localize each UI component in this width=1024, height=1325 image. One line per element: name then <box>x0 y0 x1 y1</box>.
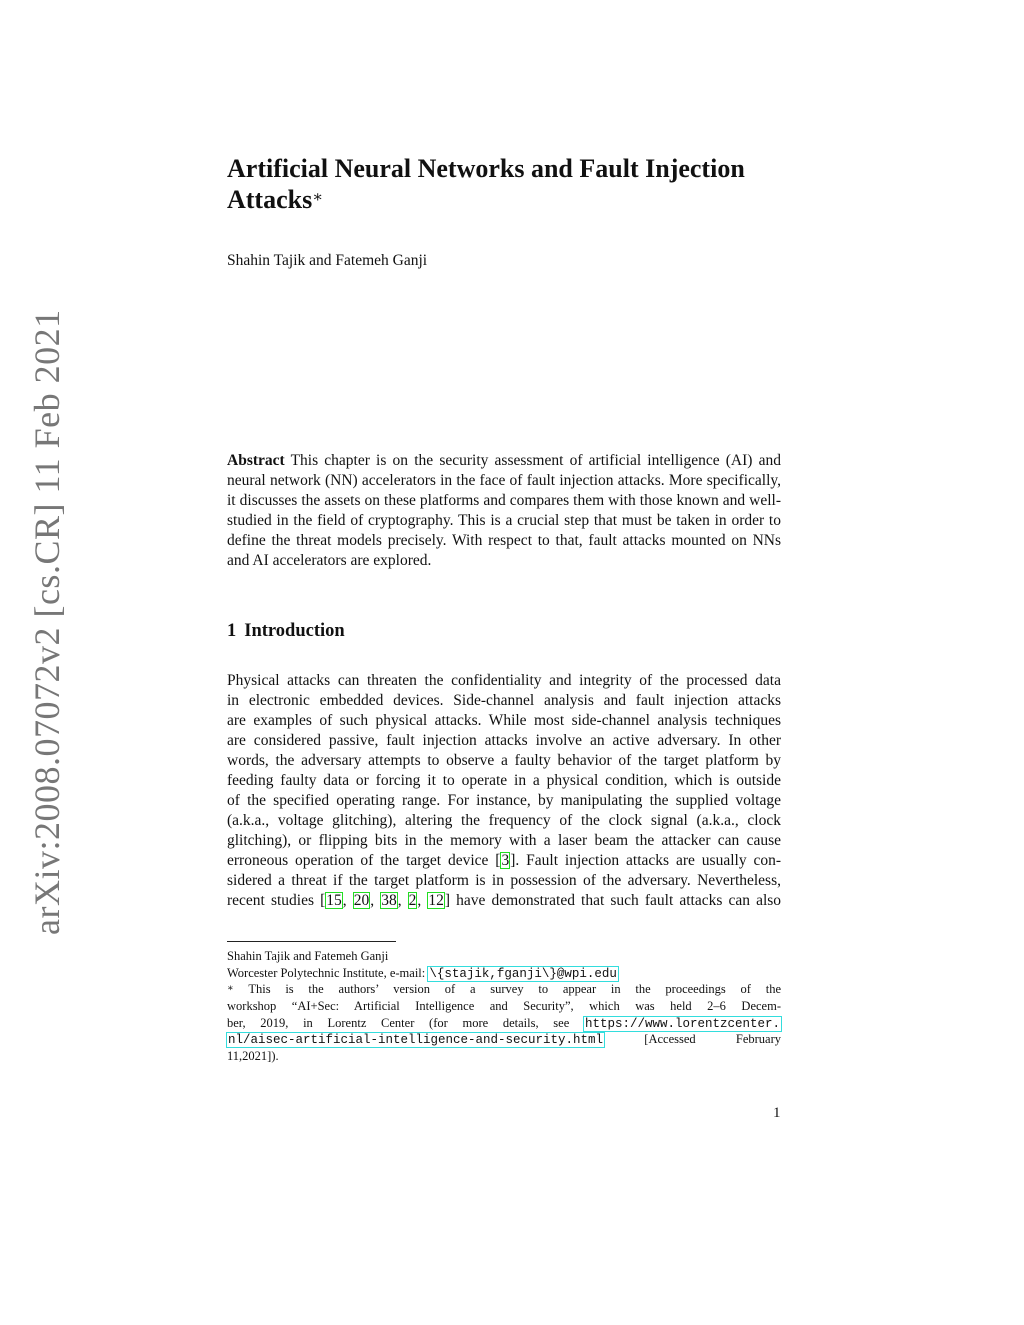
intro-line: words, the adversary attempts to observe a faulty behavior of the target platform by <box>227 752 781 769</box>
title-footnote-mark: ∗ <box>312 189 324 206</box>
intro-text: ] have demonstrated that such fault attacks can also <box>444 892 782 909</box>
abstract <box>227 451 781 571</box>
abstract-text: This chapter is on the security assessment of artificial intelligence (AI) and neural network (NN) accelerators in the face of fault injection attacks. More specifically, it discusses the assets on these platforms and compares them with those known and well-studied in the field of cryptography. This is a crucial step that must be taken in order to define the threat models precisely. With respect to that, fault attacks mounted on NNs and AI accelerators are explored. <box>227 452 781 569</box>
intro-line: in electronic embedded devices. Side-channel analysis and fault injection attacks <box>227 692 781 709</box>
introduction-paragraph <box>227 671 781 911</box>
footnotes <box>227 948 781 1065</box>
paper-title <box>227 153 807 215</box>
footnote-note-line <box>227 981 781 998</box>
footnote-note-line: 11,2021]). <box>227 1049 279 1064</box>
citation-link-15[interactable]: 15 <box>326 892 342 909</box>
intro-text: ]. Fault injection attacks are usually con- <box>510 852 782 869</box>
section-number: 1 <box>227 621 237 641</box>
intro-text: erroneous operation of the target device [ <box>227 852 501 869</box>
intro-line: feeding faulty data or forcing it to operate in a physical condition, which is outside <box>227 772 781 789</box>
note-text: [Accessed February <box>604 1032 781 1047</box>
section-title: Introduction <box>244 621 345 641</box>
footnote-divider <box>227 941 396 942</box>
footnote-note-line <box>227 1031 781 1048</box>
intro-line <box>227 851 781 871</box>
lorentz-url-link-part-2[interactable]: nl/aisec-artificial-intelligence-and-security.html <box>228 1033 604 1048</box>
note-text: This is the authors’ version of a survey to appear in the proceedings of the <box>248 982 781 997</box>
intro-line: are considered passive, fault injection attacks involve an active adversary. In other <box>227 732 781 749</box>
intro-line: sidered a threat if the target platform is in possession of the adversary. Nevertheless, <box>227 872 781 889</box>
intro-line: Physical attacks can threaten the confidentiality and integrity of the processed data <box>227 672 781 689</box>
arxiv-identifier-stamp: arXiv:2008.07072v2 [cs.CR] 11 Feb 2021 <box>27 309 67 935</box>
footnote-mark: ∗ <box>227 983 234 995</box>
intro-line: glitching), or flipping bits in the memory with a laser beam the attacker can cause <box>227 832 781 849</box>
citation-link-3[interactable]: 3 <box>501 852 510 869</box>
citation-link-38[interactable]: 38 <box>381 892 397 909</box>
footnote-note-line: workshop “AI+Sec: Artificial Intelligence and Security”, which was held 2–6 Decem- <box>227 999 781 1014</box>
title-line-1: Artificial Neural Networks and Fault Injection <box>227 154 745 183</box>
citation-link-12[interactable]: 12 <box>428 892 444 909</box>
footnote-note-line <box>227 1015 781 1032</box>
email-link[interactable]: \{stajik,fganji\}@wpi.edu <box>429 966 617 981</box>
intro-line: recent studies [15, 20, 38, 2, 12] have demonstrated that such fault attacks can also <box>227 892 782 909</box>
lorentz-url-link-part-1[interactable]: https://www.lorentzcenter. <box>584 1016 780 1031</box>
note-text: ber, 2019, in Lorentz Center (for more details, see <box>227 1015 584 1030</box>
page-number: 1 <box>773 1105 781 1121</box>
intro-text: recent studies [ <box>227 892 326 909</box>
author-list: Shahin Tajik and Fatemeh Ganji <box>227 252 428 269</box>
intro-line: are examples of such physical attacks. While most side-channel analysis techniques <box>227 712 781 729</box>
citation-link-20[interactable]: 20 <box>353 892 370 909</box>
title-line-2: Attacks <box>227 185 313 214</box>
section-heading-introduction <box>227 621 345 642</box>
intro-line: (a.k.a., voltage glitching), altering the frequency of the clock signal (a.k.a., clock <box>227 812 781 829</box>
affiliation-text: Worcester Polytechnic Institute, e-mail: <box>227 965 429 980</box>
citation-link-2[interactable]: 2 <box>408 892 417 909</box>
abstract-label: Abstract <box>227 452 285 469</box>
intro-line: of the specified operating range. For instance, by manipulating the supplied voltage <box>227 792 781 809</box>
footnote-affiliation <box>227 965 781 982</box>
footnote-author-names: Shahin Tajik and Fatemeh Ganji <box>227 949 389 963</box>
